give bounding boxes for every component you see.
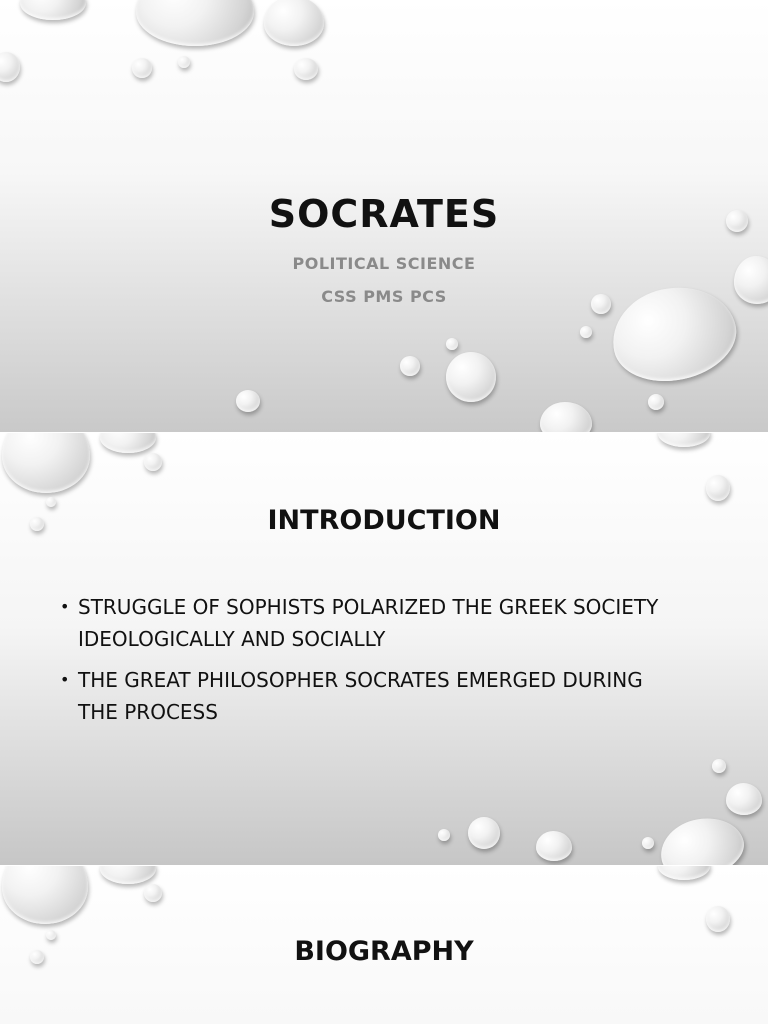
water-drop-decoration [144, 453, 162, 471]
water-drop-decoration [0, 52, 20, 82]
water-drop-decoration [536, 831, 572, 861]
slide-biography [0, 866, 768, 1024]
water-drop-decoration [438, 829, 450, 841]
water-drop-decoration [294, 58, 318, 80]
water-drop-decoration [648, 394, 664, 410]
water-drop-decoration [100, 866, 156, 884]
water-drop-decoration [706, 475, 730, 501]
bullet-icon: • [60, 597, 70, 616]
water-drop-decoration [540, 402, 592, 432]
water-drop-decoration [654, 810, 750, 865]
list-item [60, 591, 660, 655]
water-drop-decoration [20, 0, 86, 20]
slide-subtitle-exams: CSS PMS PCS [321, 287, 447, 306]
water-drop-decoration [468, 817, 500, 849]
water-drop-decoration [264, 0, 324, 46]
water-drop-decoration [658, 866, 710, 880]
slide-title [0, 0, 768, 432]
bullet-text: THE GREAT PHILOSOPHER SOCRATES EMERGED DURING THE PROCESS [78, 668, 643, 724]
water-drop-decoration [100, 433, 156, 453]
list-item [60, 664, 660, 728]
water-drop-decoration [236, 390, 260, 412]
introduction-heading: INTRODUCTION [267, 505, 501, 536]
water-drop-decoration [706, 906, 730, 932]
water-drop-decoration [642, 837, 654, 849]
water-drop-decoration [446, 338, 458, 350]
water-drop-decoration [400, 356, 420, 376]
slide-title-text: SOCRATES [268, 192, 500, 236]
slide-introduction [0, 433, 768, 865]
introduction-bullet-list [60, 591, 660, 737]
water-drop-decoration [726, 783, 762, 815]
biography-heading: BIOGRAPHY [294, 936, 474, 967]
slide-subtitle-subject: POLITICAL SCIENCE [292, 254, 476, 273]
bullet-icon: • [60, 670, 70, 689]
water-drop-decoration [712, 759, 726, 773]
water-drop-decoration [658, 433, 710, 447]
water-drop-decoration [136, 0, 254, 46]
water-drop-decoration [132, 58, 152, 78]
water-drop-decoration [580, 326, 592, 338]
water-drop-decoration [178, 56, 190, 68]
water-drop-decoration [446, 352, 496, 402]
water-drop-decoration [2, 866, 88, 924]
water-drop-decoration [144, 884, 162, 902]
water-drop-decoration [2, 433, 90, 493]
bullet-text: STRUGGLE OF SOPHISTS POLARIZED THE GREEK SOCIETY IDEOLOGICALLY AND SOCIALLY [78, 595, 659, 651]
